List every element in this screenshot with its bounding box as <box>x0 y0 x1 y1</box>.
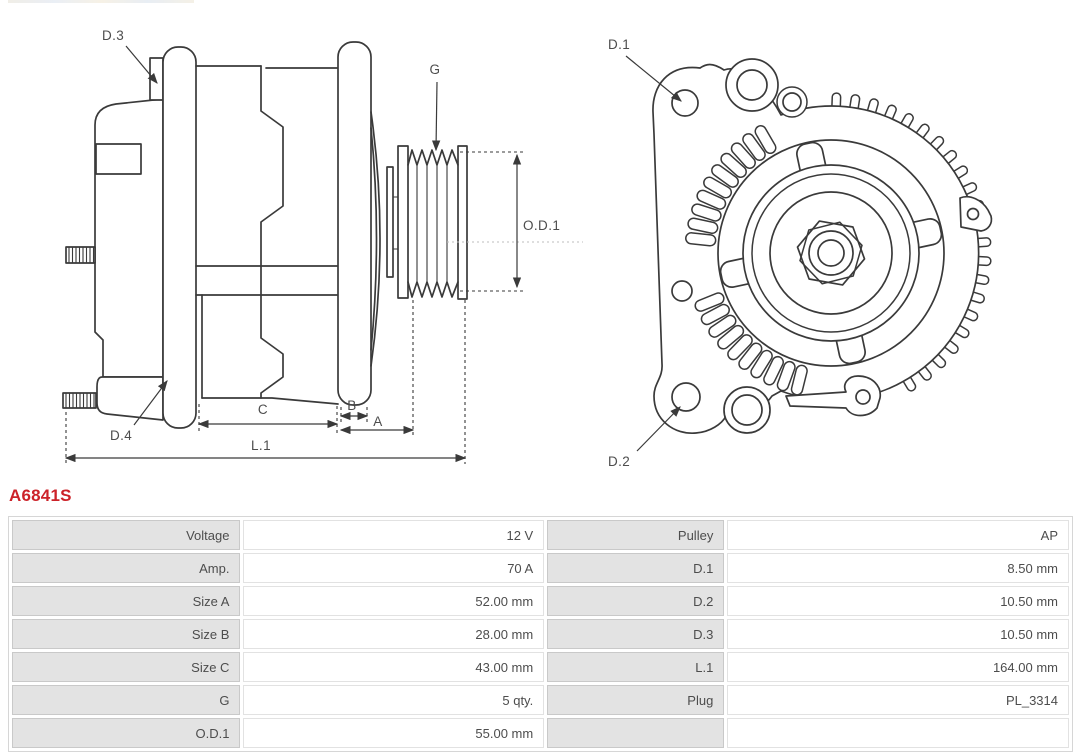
mounting-hole-d1 <box>672 90 698 116</box>
mounting-tab-d3 <box>150 58 163 100</box>
mounting-hole-top <box>737 70 767 100</box>
spec-table <box>8 516 1073 752</box>
dim-label-a: A <box>373 414 383 429</box>
alternator-side-body <box>63 42 467 428</box>
front-view-drawing <box>595 0 1080 480</box>
side-view-drawing <box>0 0 600 480</box>
spec-value: 164.00 mm <box>727 652 1069 682</box>
table-row <box>12 553 1069 583</box>
spec-label: O.D.1 <box>12 718 240 748</box>
terminal-stud-lower <box>63 393 96 408</box>
dim-label-od1: O.D.1 <box>523 218 561 233</box>
spec-label: Size A <box>12 586 240 616</box>
dim-label-b: B <box>347 398 357 413</box>
spec-value: 10.50 mm <box>727 586 1069 616</box>
spec-value: 52.00 mm <box>243 586 544 616</box>
spec-value: AP <box>727 520 1069 550</box>
table-row <box>12 586 1069 616</box>
alternator-front-body <box>653 59 991 433</box>
spec-value: 43.00 mm <box>243 652 544 682</box>
spec-label <box>547 718 724 748</box>
spec-label: Pulley <box>547 520 724 550</box>
spec-label: Plug <box>547 685 724 715</box>
spec-label: Amp. <box>12 553 240 583</box>
spec-value: 10.50 mm <box>727 619 1069 649</box>
spec-value: 5 qty. <box>243 685 544 715</box>
spec-value <box>727 718 1069 748</box>
dim-label-l1: L.1 <box>251 438 271 453</box>
side-lug <box>960 197 991 231</box>
rear-ear-bar <box>163 47 196 428</box>
side-hole <box>672 281 692 301</box>
spec-label: D.2 <box>547 586 724 616</box>
mounting-hole-d2 <box>672 383 700 411</box>
spec-value: 8.50 mm <box>727 553 1069 583</box>
spec-label: Voltage <box>12 520 240 550</box>
spec-label: Size C <box>12 652 240 682</box>
spec-label: D.3 <box>547 619 724 649</box>
table-row <box>12 619 1069 649</box>
mounting-hole-bottom <box>732 395 762 425</box>
spec-value: 55.00 mm <box>243 718 544 748</box>
spec-value: 70 A <box>243 553 544 583</box>
table-row <box>12 718 1069 748</box>
regulator-box <box>96 144 141 174</box>
spec-value: 12 V <box>243 520 544 550</box>
dim-label-g: G <box>429 62 441 77</box>
part-number: A6841S <box>9 486 72 505</box>
dim-label-d2: D.2 <box>608 454 631 469</box>
shaft-spacer <box>387 167 393 277</box>
dim-label-d4: D.4 <box>110 428 133 443</box>
spec-value: 28.00 mm <box>243 619 544 649</box>
table-row <box>12 652 1069 682</box>
table-row <box>12 685 1069 715</box>
terminal-stud-upper <box>66 247 95 263</box>
front-ear-bar <box>338 42 371 405</box>
pulley <box>398 146 467 299</box>
dim-label-d1: D.1 <box>608 37 631 52</box>
spec-label: Size B <box>12 619 240 649</box>
dim-label-c: C <box>257 402 269 417</box>
spec-label: D.1 <box>547 553 724 583</box>
spec-value: PL_3314 <box>727 685 1069 715</box>
spec-label: G <box>12 685 240 715</box>
spec-label: L.1 <box>547 652 724 682</box>
rim-hole-top <box>783 93 801 111</box>
dim-label-d3: D.3 <box>102 28 125 43</box>
mounting-lug-d4 <box>97 377 163 420</box>
table-row <box>12 520 1069 550</box>
